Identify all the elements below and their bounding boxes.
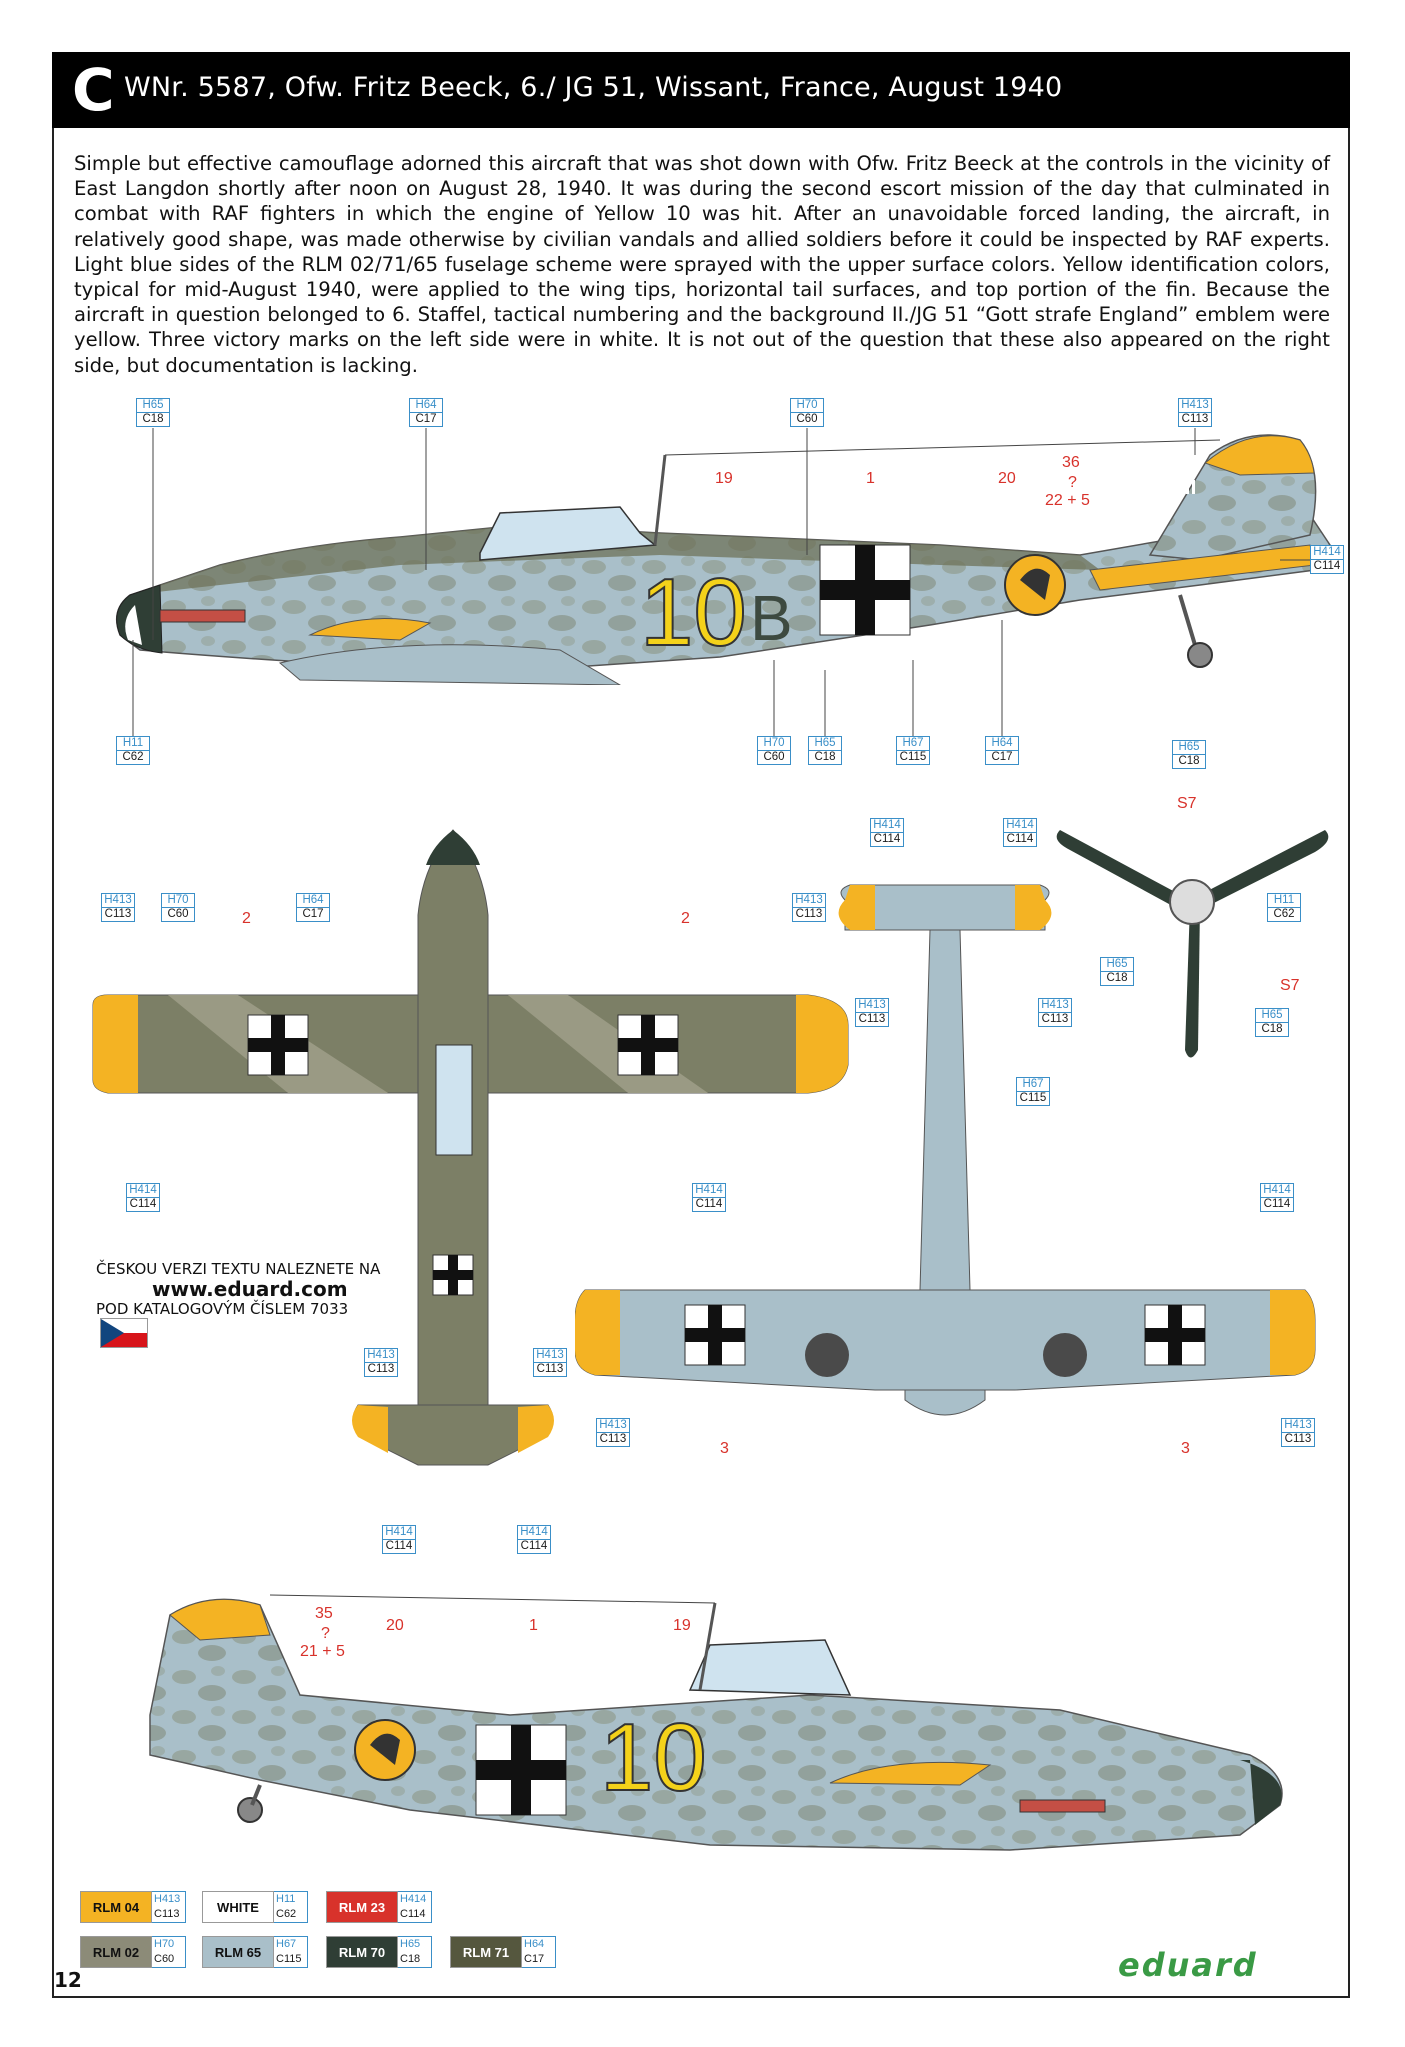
callout-h65-c18: H65 C18 (136, 398, 170, 427)
legend-swatch-rlm-70 (326, 1936, 432, 1968)
legend-color-codes: H413 C113 (152, 1891, 186, 1923)
stencil-number-1: 1 (866, 470, 875, 487)
stencil-number-3: 3 (1181, 1440, 1190, 1457)
stencil-victory-count: 21 + 5 (300, 1643, 345, 1660)
stencil-question: ? (1068, 474, 1077, 491)
legend-color-name: RLM 70 (326, 1936, 398, 1968)
callout-h414-c114: H414 C114 (1260, 1183, 1294, 1212)
stencil-s7: S7 (1177, 795, 1197, 812)
legend-color-name: RLM 65 (202, 1936, 274, 1968)
legend-color-name: RLM 04 (80, 1891, 152, 1923)
stencil-number-35: 35 (315, 1605, 333, 1622)
legend-color-name: RLM 23 (326, 1891, 398, 1923)
callout-h67-c115: H67 C115 (896, 736, 930, 765)
legend-color-name: WHITE (202, 1891, 274, 1923)
czech-flag (100, 1318, 148, 1348)
legend-color-codes: H70 C60 (152, 1936, 186, 1968)
callout-h414-c114: H414 C114 (870, 818, 904, 847)
stencil-s7: S7 (1280, 977, 1300, 994)
top-leader-lines (0, 0, 1405, 800)
callout-h413-c113: H413 C113 (533, 1348, 567, 1377)
legend-swatch-white (202, 1891, 308, 1923)
legend-swatch-rlm-23 (326, 1891, 432, 1923)
stencil-number-1: 1 (529, 1617, 538, 1634)
stencil-victory-count: 22 + 5 (1045, 492, 1090, 509)
right-side-profile (110, 1585, 1300, 1875)
czech-note-line1: ČESKOU VERZI TEXTU NALEZNETE NA (96, 1260, 381, 1278)
stencil-number-36: 36 (1062, 454, 1080, 471)
callout-h413-c113: H413 C113 (1178, 398, 1212, 427)
legend-color-codes: H64 C17 (522, 1936, 556, 1968)
legend-color-name: RLM 71 (450, 1936, 522, 1968)
legend-swatch-rlm-65 (202, 1936, 308, 1968)
stencil-number-19: 19 (715, 470, 733, 487)
callout-h64-c17: H64 C17 (296, 893, 330, 922)
callout-h65-c18: H65 C18 (808, 736, 842, 765)
tactical-number: 10 (600, 1704, 707, 1811)
legend-color-codes: H11 C62 (274, 1891, 308, 1923)
callout-h70-c60: H70 C60 (790, 398, 824, 427)
legend-swatch-rlm-02 (80, 1936, 186, 1968)
callout-h70-c60: H70 C60 (161, 893, 195, 922)
callout-h413-c113: H413 C113 (792, 893, 826, 922)
callout-h413-c113: H413 C113 (855, 998, 889, 1027)
callout-h64-c17: H64 C17 (409, 398, 443, 427)
legend-color-codes: H414 C114 (398, 1891, 432, 1923)
callout-h67-c115: H67 C115 (1016, 1077, 1050, 1106)
callout-h414-c114: H414 C114 (1003, 818, 1037, 847)
page-number: 12 (54, 1968, 82, 1992)
legend-color-codes: H67 C115 (274, 1936, 308, 1968)
czech-note (96, 1260, 396, 1318)
stencil-question: ? (321, 1625, 330, 1642)
stencil-number-2: 2 (242, 910, 251, 927)
intro-paragraph: Simple but effective camouflage adorned this aircraft that was shot down with Ofw. Fritz Beeck at the controls in the vicinity of East Langdon shortly after noon on August 28, 1940. It was during the second escort mission of the day that culminated in combat with RAF fighters in which the engine of Yellow 10 was hit. After an unavoidable forced landing, the aircraft, in relatively good shape, was made otherwise by civilian vandals and allied soldiers before it could be inspected by RAF experts. Light blue sides of the RLM 02/71/65 fuselage scheme were sprayed with the upper surface colors. Yellow identification colors, typical for mid-August 1940, were applied to the wing tips, horizontal tail surfaces, and top portion of the fin. Because the aircraft in question belonged to 6. Staffel, tactical numbering and the background II./JG 51 “Gott strafe England” emblem were yellow. Three victory marks on the left side were in white. It is not out of the question that these also appeared on the right side, but documentation is lacking. (74, 152, 1330, 377)
legend-swatch-rlm-71 (450, 1936, 556, 1968)
callout-h413-c113: H413 C113 (1038, 998, 1072, 1027)
callout-h414-c114: H414 C114 (517, 1525, 551, 1554)
callout-h64-c17: H64 C17 (985, 736, 1019, 765)
gruppe-letter: B (750, 582, 793, 654)
czech-note-url[interactable]: www.eduard.com (152, 1277, 348, 1301)
legend-swatch-rlm-04 (80, 1891, 186, 1923)
callout-h65-c18: H65 C18 (1100, 957, 1134, 986)
underside-view (575, 870, 1335, 1550)
profile-letter: C (72, 56, 115, 124)
callout-h414-c114: H414 C114 (126, 1183, 160, 1212)
callout-h65-c18: H65 C18 (1255, 1008, 1289, 1037)
callout-h413-c113: H413 C113 (364, 1348, 398, 1377)
stencil-number-2: 2 (681, 910, 690, 927)
callout-h11-c62: H11 C62 (1267, 893, 1301, 922)
stencil-number-20: 20 (386, 1617, 404, 1634)
callout-h70-c60: H70 C60 (757, 736, 791, 765)
eduard-logo: eduard (1118, 1946, 1258, 1984)
stencil-number-3: 3 (720, 1440, 729, 1457)
callout-h11-c62: H11 C62 (116, 736, 150, 765)
callout-h65-c18: H65 C18 (1172, 740, 1206, 769)
czech-note-line2: POD KATALOGOVÝM ČÍSLEM 7033 (96, 1300, 349, 1318)
stencil-number-19: 19 (673, 1617, 691, 1634)
stencil-number-20: 20 (998, 470, 1016, 487)
callout-h413-c113: H413 C113 (1281, 1418, 1315, 1447)
callout-h413-c113: H413 C113 (101, 893, 135, 922)
legend-color-codes: H65 C18 (398, 1936, 432, 1968)
legend-color-name: RLM 02 (80, 1936, 152, 1968)
callout-h414-c114: H414 C114 (382, 1525, 416, 1554)
tactical-number: 10 (640, 559, 747, 666)
callout-h413-c113: H413 C113 (596, 1418, 630, 1447)
profile-title: WNr. 5587, Ofw. Fritz Beeck, 6./ JG 51, Wissant, France, August 1940 (124, 72, 1063, 103)
callout-h414-c114: H414 C114 (692, 1183, 726, 1212)
callout-h414-c114: H414 C114 (1310, 545, 1344, 574)
